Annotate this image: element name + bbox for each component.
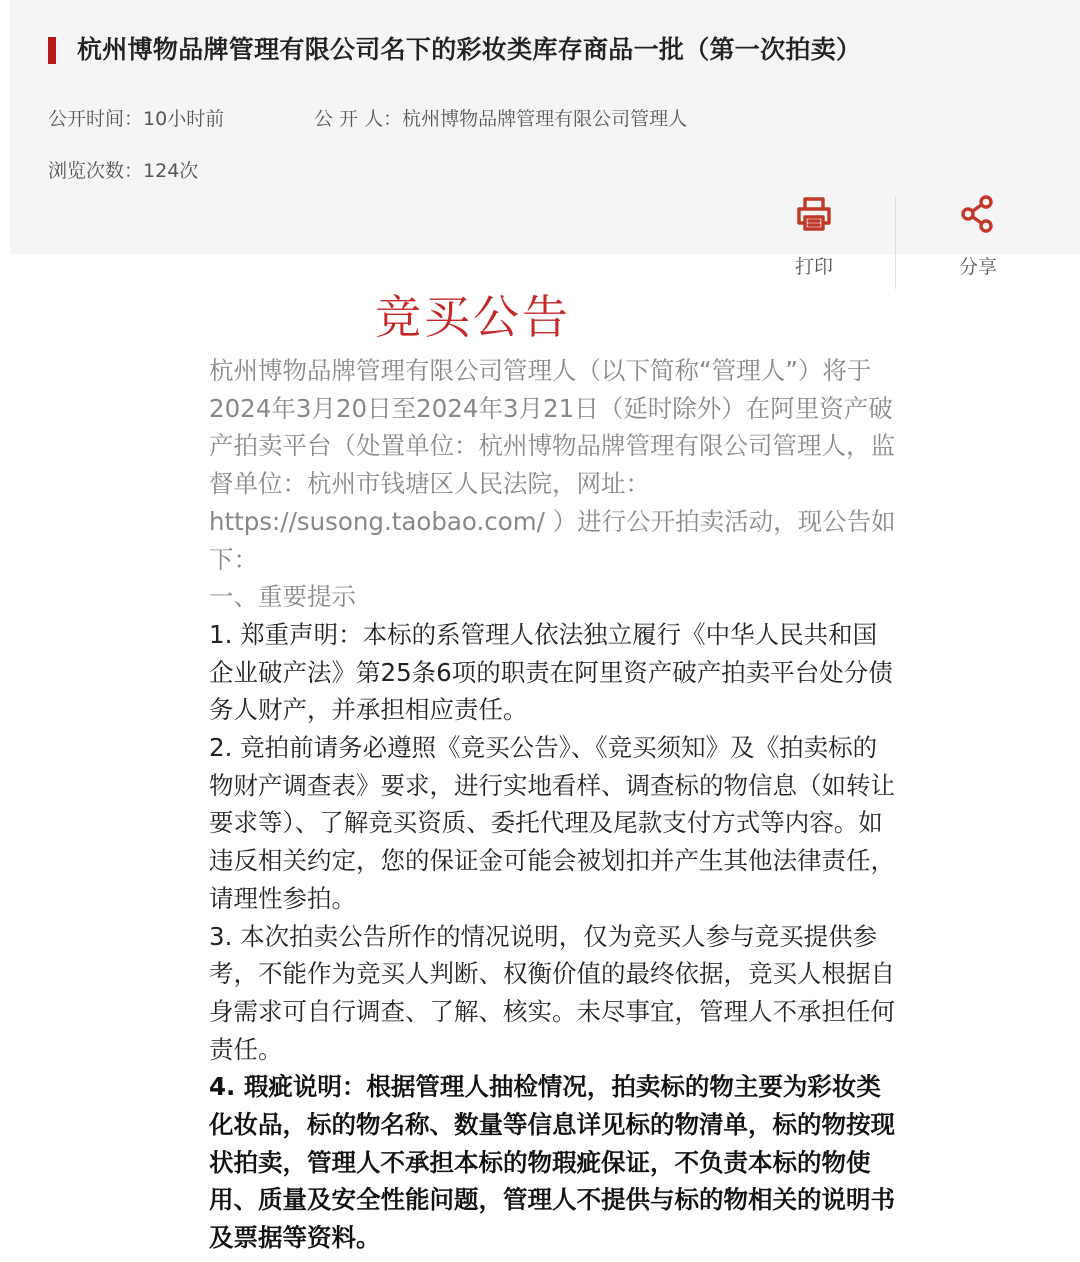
printer-icon	[792, 192, 836, 236]
toolbar-divider	[895, 197, 896, 289]
intro-paragraph: 杭州博物品牌管理有限公司管理人（以下简称“管理人”）将于2024年3月20日至2024年3月21日（延时除外）在阿里资产破产拍卖平台（处置单位：杭州博物品牌管理有限公司管理人，监督单位：杭州市钱塘区人民法院，网址：https://susong.taobao.com/ ）进行公开拍卖活动，现公告如下：	[209, 356, 896, 574]
publish-time-label: 公开时间：	[48, 108, 144, 130]
page-title: 杭州博物品牌管理有限公司名下的彩妆类库存商品一批（第一次拍卖）	[77, 35, 862, 64]
notice-item-4: 4. 瑕疵说明：根据管理人抽检情况，拍卖标的物主要为彩妆类化妆品，标的物名称、数量等信息详见标的物清单，标的物按现状拍卖，管理人不承担本标的物瑕疵保证，不负责本标的物使用、质量及安全性能问题，管理人不提供与标的物相关的说明书及票据等资料。	[209, 1072, 895, 1253]
share-icon	[956, 192, 1000, 236]
notice-item-2: 2. 竞拍前请务必遵照《竞买公告》、《竞买须知》及《拍卖标的物财产调查表》要求，进行实地看样、调查标的物信息（如转让要求等）、了解竞买资质、委托代理及尾款支付方式等内容。如违反相关约定，您的保证金可能会被划扣并产生其他法律责任，请理性参拍。	[209, 733, 895, 913]
announcement-heading: 竞买公告	[375, 290, 571, 344]
publish-time-value: 10小时前	[143, 108, 225, 130]
publisher-label: 公 开 人：	[314, 108, 403, 130]
publisher	[314, 106, 687, 132]
view-count-label: 浏览次数：	[48, 160, 144, 182]
view-count	[48, 158, 198, 184]
print-button[interactable]	[778, 192, 850, 280]
view-count-value: 124次	[143, 160, 199, 182]
notice-item-3: 3. 本次拍卖公告所作的情况说明，仅为竞买人参与竞买提供参考，不能作为竞买人判断、权衡价值的最终依据，竞买人根据自身需求可自行调查、了解、核实。未尽事宜，管理人不承担任何责任。	[209, 921, 895, 1064]
print-label: 打印	[794, 256, 833, 278]
notice-item-1: 1. 郑重声明：本标的系管理人依法独立履行《中华人民共和国企业破产法》第25条6项的职责在阿里资产破产拍卖平台处分债务人财产，并承担相应责任。	[209, 619, 893, 725]
section-title: 一、重要提示	[209, 582, 356, 612]
publisher-value: 杭州博物品牌管理有限公司管理人	[402, 108, 688, 130]
share-label: 分享	[958, 256, 997, 278]
title-accent-bar	[48, 37, 56, 64]
share-button[interactable]	[942, 192, 1014, 280]
announcement-body	[209, 352, 899, 1257]
publish-time	[48, 106, 224, 132]
